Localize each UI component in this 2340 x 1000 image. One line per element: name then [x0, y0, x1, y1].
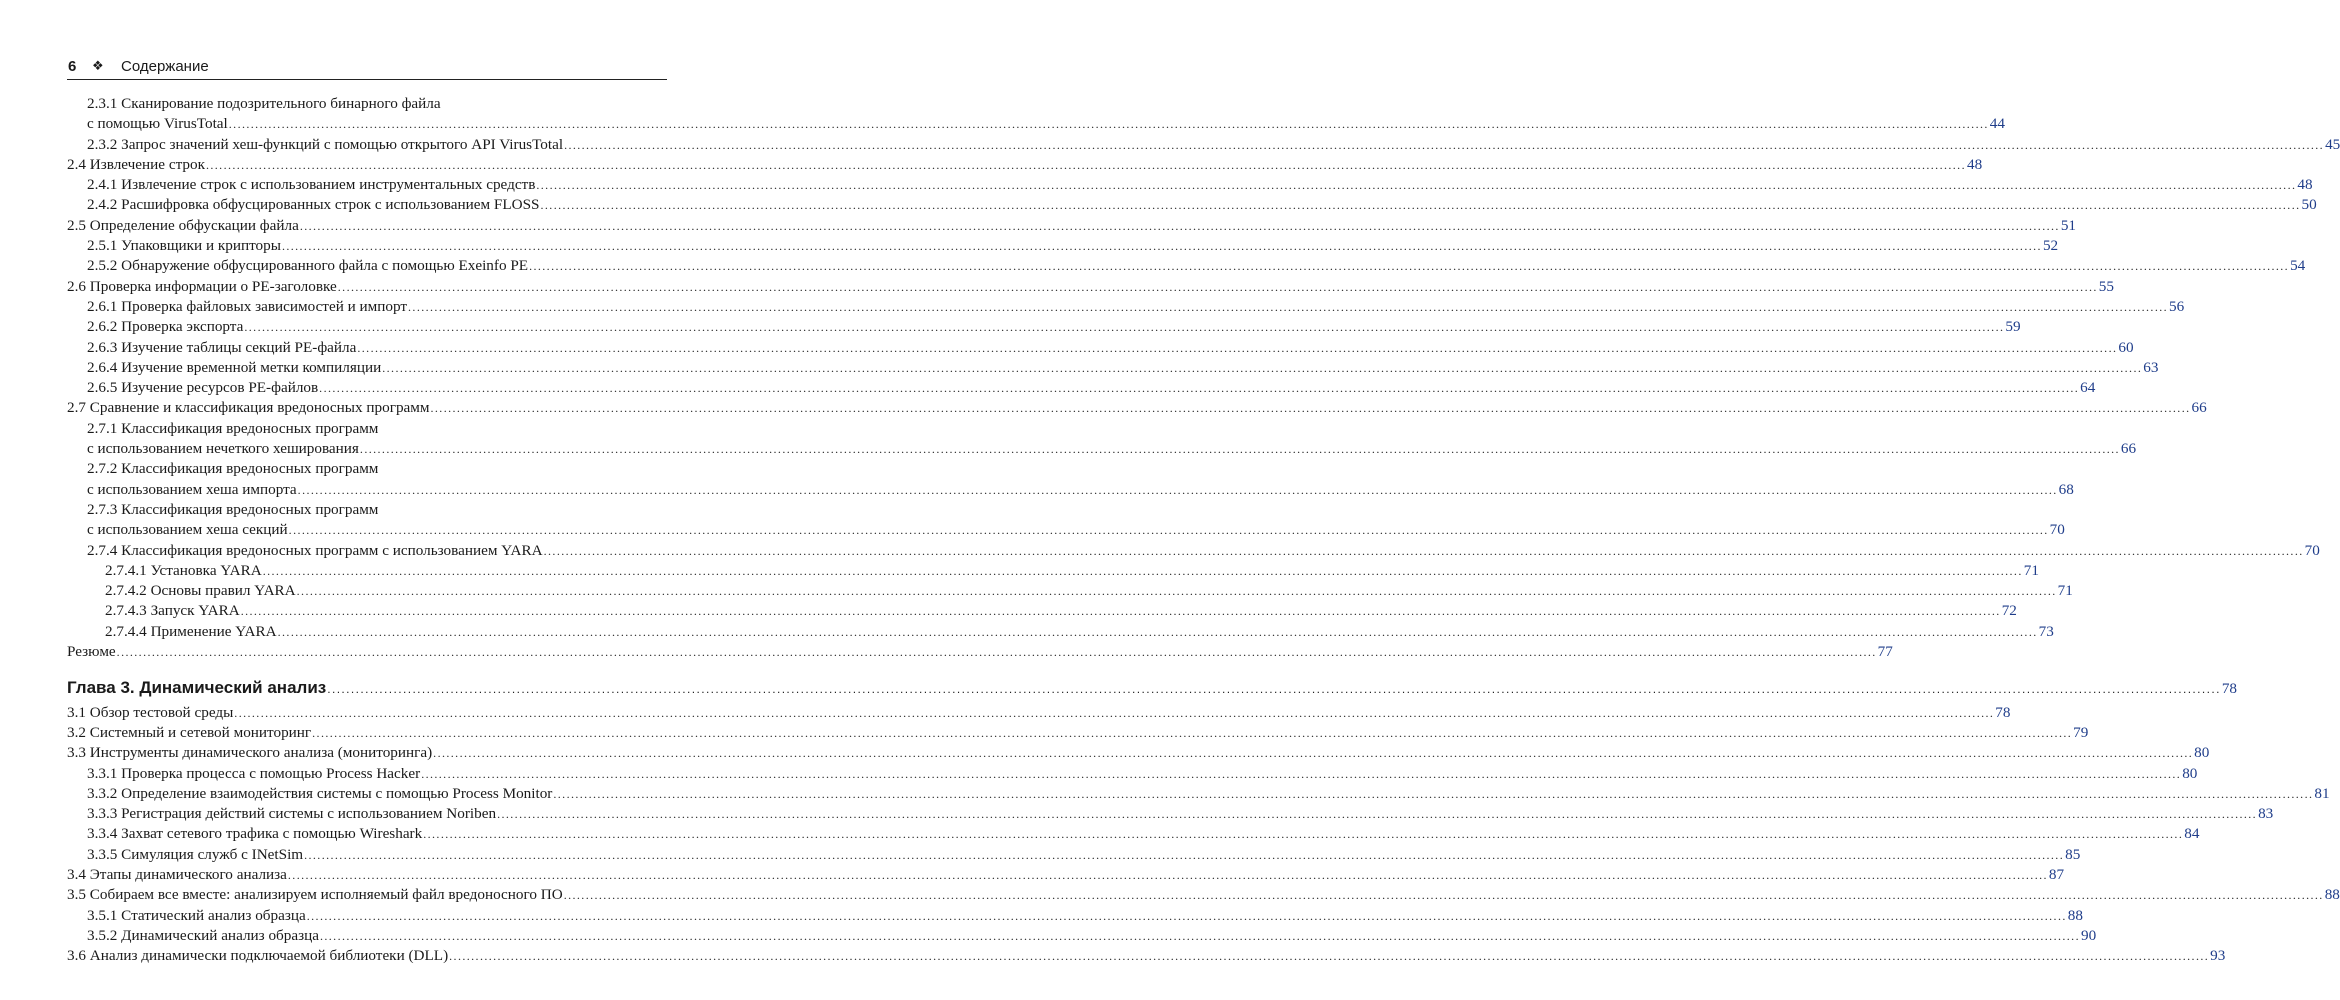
- toc-entry-row: [67, 581, 2073, 601]
- leader-dots: ................................................................................................................................................................................................................................................................................................................................................................................................................: [281, 239, 2042, 254]
- toc-entry[interactable]: [67, 804, 2274, 824]
- toc-page-number[interactable]: 70: [2049, 521, 2065, 539]
- leader-dots: ................................................................................................................................................................................................................................................................................................................................................................................................................: [497, 807, 2258, 822]
- toc-entry-title: 3.1 Обзор тестовой среды: [67, 703, 234, 721]
- toc-entry[interactable]: [67, 195, 2317, 215]
- toc-entry-title: 3.3.2 Определение взаимодействия системы с помощью Process Monitor: [87, 784, 553, 802]
- leader-dots: ................................................................................................................................................................................................................................................................................................................................................................................................................: [205, 157, 1966, 172]
- chapter-page[interactable]: 78: [2221, 680, 2238, 698]
- leader-dots: ................................................................................................................................................................................................................................................................................................................................................................................................................: [540, 198, 2301, 213]
- toc-page-number[interactable]: 48: [1966, 155, 1983, 173]
- leader-dots: ................................................................................................................................................................................................................................................................................................................................................................................................................: [423, 827, 2184, 842]
- toc-entry-title: Резюме: [67, 643, 116, 661]
- leader-dots: ................................................................................................................................................................................................................................................................................................................................................................................................................: [553, 786, 2314, 801]
- toc-page-number[interactable]: 73: [2038, 622, 2054, 640]
- toc-entry-title-line: 2.7.3 Классификация вредоносных программ: [87, 500, 379, 518]
- toc-entry-row: [67, 541, 2320, 561]
- toc-entry-row: [67, 865, 2065, 885]
- toc-page-number[interactable]: 51: [2060, 216, 2076, 234]
- toc-page-number[interactable]: 56: [2169, 297, 2185, 315]
- toc-entry[interactable]: [67, 764, 2198, 784]
- toc-entry-row: [67, 195, 2317, 215]
- toc-entry[interactable]: [67, 236, 2059, 256]
- toc-entry-row: [67, 135, 2340, 155]
- table-of-contents: [67, 94, 2340, 966]
- leader-dots: ................................................................................................................................................................................................................................................................................................................................................................................................................: [536, 178, 2297, 193]
- toc-entry-title: с использованием хеша секций: [87, 521, 288, 539]
- toc-page-number[interactable]: 79: [2073, 723, 2089, 741]
- toc-page-number[interactable]: 72: [2001, 602, 2017, 620]
- leader-dots: ................................................................................................................................................................................................................................................................................................................................................................................................................: [319, 381, 2080, 396]
- toc-entry-title: 2.6.5 Изучение ресурсов PE-файлов: [87, 379, 319, 397]
- toc-page-number[interactable]: 90: [2080, 926, 2097, 944]
- toc-entry-row: [67, 297, 2185, 317]
- toc-entry-title: 3.5 Собираем все вместе: анализируем исполняемый файл вредоносного ПО: [67, 886, 563, 904]
- toc-page-number[interactable]: 77: [1877, 643, 1893, 661]
- toc-entry-title: 3.3 Инструменты динамического анализа (мониторинга): [67, 744, 433, 762]
- toc-entry[interactable]: [67, 135, 2340, 155]
- toc-entry-title: 2.6.4 Изучение временной метки компиляции: [87, 358, 382, 376]
- toc-entry-title-line: 2.7.1 Классификация вредоносных программ: [87, 419, 379, 437]
- leader-dots: ................................................................................................................................................................................................................................................................................................................................................................................................................: [319, 928, 2080, 943]
- toc-page-number[interactable]: 85: [2065, 845, 2081, 863]
- toc-entry[interactable]: [67, 358, 2159, 378]
- toc-entry[interactable]: [67, 906, 2083, 926]
- toc-entry-row: [67, 155, 1983, 175]
- toc-entry-title: 3.2 Системный и сетевой мониторинг: [67, 723, 312, 741]
- toc-entry-row: [67, 743, 2210, 763]
- leader-dots: ................................................................................................................................................................................................................................................................................................................................................................................................................: [382, 360, 2143, 375]
- toc-entry-title: 2.7.4.3 Запуск YARA: [105, 602, 240, 620]
- toc-entry-row: [67, 378, 2096, 398]
- toc-entry[interactable]: [67, 256, 2306, 276]
- leader-dots: ................................................................................................................................................................................................................................................................................................................................................................................................................: [357, 340, 2118, 355]
- toc-entry-row: [67, 906, 2083, 926]
- toc-entry-row: [67, 358, 2159, 378]
- toc-page-number[interactable]: 66: [2191, 399, 2207, 417]
- toc-page-number[interactable]: 93: [2210, 947, 2226, 965]
- toc-entry-title: 2.6.3 Изучение таблицы секций PE-файла: [87, 338, 357, 356]
- leader-dots: ................................................................................................................................................................................................................................................................................................................................................................................................................: [430, 401, 2191, 416]
- toc-entry-row: [67, 845, 2081, 865]
- toc-entry-title: 2.5.1 Упаковщики и крипторы: [87, 237, 281, 255]
- toc-entry[interactable]: [67, 926, 2097, 946]
- toc-entry-title: 2.4.2 Расшифровка обфусцированных строк с использованием FLOSS: [87, 196, 540, 214]
- leader-dots: ................................................................................................................................................................................................................................................................................................................................................................................................................: [297, 482, 2058, 497]
- toc-entry-row: [67, 317, 2021, 337]
- leader-dots: ................................................................................................................................................................................................................................................................................................................................................................................................................: [296, 584, 2057, 599]
- toc-page-number[interactable]: 44: [1989, 115, 2005, 133]
- toc-entry-title: 3.5.2 Динамический анализ образца: [87, 926, 319, 944]
- running-header: [67, 56, 667, 78]
- toc-entry[interactable]: [67, 297, 2185, 317]
- leader-dots: ................................................................................................................................................................................................................................................................................................................................................................................................................: [287, 867, 2048, 882]
- leader-dots: ................................................................................................................................................................................................................................................................................................................................................................................................................: [421, 766, 2182, 781]
- toc-entry-row: [67, 277, 2114, 297]
- toc-entry[interactable]: [67, 419, 2137, 460]
- leader-dots: ................................................................................................................................................................................................................................................................................................................................................................................................................: [116, 645, 1877, 660]
- toc-entry-title: 2.6.2 Проверка экспорта: [87, 318, 244, 336]
- toc-page-number[interactable]: 78: [1995, 703, 2011, 721]
- toc-entry-row: [67, 703, 2011, 723]
- toc-page-number[interactable]: 71: [2023, 561, 2039, 579]
- toc-section-chapter-2: [67, 94, 2340, 662]
- toc-entry-row: [67, 520, 2065, 540]
- toc-entry[interactable]: [67, 622, 2054, 642]
- leader-dots: ................................................................................................................................................................................................................................................................................................................................................................................................................: [408, 299, 2169, 314]
- leader-dots: ................................................................................................................................................................................................................................................................................................................................................................................................................: [244, 320, 2005, 335]
- leader-dots: ................................................................................................................................................................................................................................................................................................................................................................................................................: [543, 543, 2304, 558]
- toc-entry-title: 3.3.5 Симуляция служб с INetSim: [87, 845, 304, 863]
- toc-entry-row: [67, 824, 2200, 844]
- toc-entry-row: [67, 236, 2059, 256]
- leader-dots: ................................................................................................................................................................................................................................................................................................................................................................................................................: [288, 523, 2049, 538]
- toc-entry[interactable]: [67, 601, 2017, 621]
- toc-entry-row: [67, 114, 2005, 134]
- toc-page-number[interactable]: 68: [2058, 480, 2074, 498]
- toc-page-number[interactable]: 45: [2325, 135, 2340, 153]
- chapter-title: Глава 3. Динамический анализ: [67, 678, 327, 698]
- leader-dots: ................................................................................................................................................................................................................................................................................................................................................................................................................: [228, 117, 1989, 132]
- toc-entry[interactable]: [67, 541, 2320, 561]
- toc-entry[interactable]: [67, 155, 1983, 175]
- toc-page-number[interactable]: 60: [2118, 338, 2134, 356]
- toc-entry-title: 2.7.4.2 Основы правил YARA: [105, 582, 296, 600]
- toc-entry-row: [67, 216, 2076, 236]
- toc-entry-title: 3.5.1 Статический анализ образца: [87, 906, 306, 924]
- toc-page-number[interactable]: 88: [2067, 906, 2083, 924]
- leader-dots: ................................................................................................................................................................................................................................................................................................................................................................................................................: [262, 563, 2023, 578]
- toc-entry-title: 2.5 Определение обфускации файла: [67, 216, 299, 234]
- toc-entry[interactable]: [67, 784, 2330, 804]
- toc-entry-title: 2.6 Проверка информации о PE-заголовке: [67, 277, 337, 295]
- toc-entry-row: [67, 804, 2274, 824]
- toc-page-number[interactable]: 63: [2143, 358, 2159, 376]
- toc-entry-title: 2.7.4.1 Установка YARA: [105, 561, 262, 579]
- toc-entry-title: 2.7.4 Классификация вредоносных программ с использованием YARA: [87, 541, 543, 559]
- toc-page-number[interactable]: 88: [2324, 886, 2340, 904]
- toc-entry-row: [67, 480, 2074, 500]
- running-title: Содержание: [121, 58, 209, 75]
- toc-entry-title: с использованием хеша импорта: [87, 480, 297, 498]
- leader-dots: ................................................................................................................................................................................................................................................................................................................................................................................................................: [563, 888, 2324, 903]
- toc-entry[interactable]: [67, 723, 2089, 743]
- toc-entry[interactable]: [67, 561, 2039, 581]
- toc-entry-title: 2.7 Сравнение и классификация вредоносных программ: [67, 399, 430, 417]
- toc-entry-row: [67, 439, 2137, 459]
- toc-page-number[interactable]: 70: [2304, 541, 2320, 559]
- toc-entry[interactable]: [67, 703, 2011, 723]
- toc-entry-title: с использованием нечеткого хеширования: [87, 440, 359, 458]
- leader-dots: ................................................................................................................................................................................................................................................................................................................................................................................................................: [337, 279, 2098, 294]
- header-rule: [67, 79, 667, 80]
- leader-dots: ................................................................................................................................................................................................................................................................................................................................................................................................................: [564, 137, 2325, 152]
- toc-entry[interactable]: [67, 743, 2210, 763]
- toc-entry-title-line: 2.3.1 Сканирование подозрительного бинарного файла: [87, 95, 441, 112]
- toc-entry-row: [67, 642, 1893, 662]
- page-number: 6: [68, 58, 77, 75]
- toc-page-number[interactable]: 55: [2098, 277, 2114, 295]
- toc-entry[interactable]: [67, 459, 2074, 500]
- toc-entry-row: [67, 398, 2207, 418]
- toc-page-number[interactable]: 64: [2080, 379, 2096, 397]
- toc-entry-row: [67, 723, 2089, 743]
- toc-section-chapter-3: [67, 703, 2340, 967]
- toc-entry-row: [67, 946, 2226, 966]
- leader-dots: ................................................................................................................................................................................................................................................................................................................................................................................................................: [312, 725, 2073, 740]
- toc-page-number[interactable]: 54: [2290, 257, 2306, 275]
- toc-entry[interactable]: [67, 94, 2005, 135]
- toc-entry[interactable]: [67, 216, 2076, 236]
- toc-page-number[interactable]: 71: [2057, 582, 2073, 600]
- toc-entry-title: 3.3.4 Захват сетевого трафика с помощью Wireshark: [87, 825, 423, 843]
- toc-page-number[interactable]: 66: [2120, 440, 2137, 458]
- toc-entry[interactable]: [67, 642, 1893, 662]
- toc-entry-title: 2.7.4.4 Применение YARA: [105, 622, 277, 640]
- toc-entry[interactable]: [67, 581, 2073, 601]
- toc-page-number[interactable]: 81: [2314, 784, 2330, 802]
- toc-entry-title: 3.3.3 Регистрация действий системы с использованием Noriben: [87, 805, 497, 823]
- toc-entry[interactable]: [67, 338, 2134, 358]
- leader-dots: ................................................................................................................................................................................................................................................................................................................................................................................................................: [449, 949, 2210, 964]
- toc-page-number[interactable]: 59: [2005, 318, 2021, 336]
- toc-page-number[interactable]: 80: [2182, 764, 2198, 782]
- toc-entry-row: [67, 784, 2330, 804]
- toc-entry[interactable]: [67, 500, 2065, 541]
- leader-dots: ................................................................................................................................................................................................................................................................................................................................................................................................................: [304, 847, 2065, 862]
- leader-dots: ................................................................................................................................................................................................................................................................................................................................................................................................................: [327, 682, 2221, 697]
- toc-page-number[interactable]: 50: [2301, 196, 2317, 214]
- toc-entry[interactable]: [67, 946, 2226, 966]
- toc-entry[interactable]: [67, 175, 2313, 195]
- toc-entry-row: [67, 926, 2097, 946]
- leader-dots: ................................................................................................................................................................................................................................................................................................................................................................................................................: [299, 218, 2060, 233]
- toc-chapter-heading[interactable]: [67, 678, 2238, 698]
- toc-entry-title: с помощью VirusTotal: [87, 115, 228, 133]
- leader-dots: ................................................................................................................................................................................................................................................................................................................................................................................................................: [433, 746, 2194, 761]
- leader-dots: ................................................................................................................................................................................................................................................................................................................................................................................................................: [359, 442, 2120, 457]
- toc-entry[interactable]: [67, 824, 2200, 844]
- toc-entry[interactable]: [67, 317, 2021, 337]
- toc-entry-row: [67, 764, 2198, 784]
- toc-entry-row: [67, 622, 2054, 642]
- toc-page-number[interactable]: 84: [2184, 825, 2200, 843]
- toc-entry-title: 2.3.2 Запрос значений хеш-функций с помощью открытого API VirusTotal: [87, 135, 564, 153]
- leader-dots: ................................................................................................................................................................................................................................................................................................................................................................................................................: [306, 908, 2067, 923]
- ornament-icon: ❖: [92, 58, 104, 73]
- toc-entry-title: 2.4 Извлечение строк: [67, 155, 205, 173]
- toc-entry[interactable]: [67, 378, 2096, 398]
- toc-entry-title: 2.6.1 Проверка файловых зависимостей и импорт: [87, 297, 408, 315]
- toc-entry-title: 2.5.2 Обнаружение обфусцированного файла с помощью Exeinfo PE: [87, 257, 529, 275]
- toc-entry-row: [67, 561, 2039, 581]
- toc-page-number[interactable]: 87: [2048, 865, 2065, 883]
- toc-entry-title: 3.4 Этапы динамического анализа: [67, 865, 287, 883]
- toc-entry-row: [67, 885, 2340, 905]
- toc-entry[interactable]: [67, 845, 2081, 865]
- toc-entry[interactable]: [67, 398, 2207, 418]
- toc-entry[interactable]: [67, 277, 2114, 297]
- toc-page-number[interactable]: 52: [2042, 237, 2059, 255]
- toc-entry[interactable]: [67, 865, 2065, 885]
- leader-dots: ................................................................................................................................................................................................................................................................................................................................................................................................................: [529, 259, 2290, 274]
- toc-page-number[interactable]: 83: [2258, 805, 2274, 823]
- leader-dots: ................................................................................................................................................................................................................................................................................................................................................................................................................: [240, 604, 2001, 619]
- toc-page-number[interactable]: 48: [2297, 176, 2313, 194]
- toc-entry-row: [67, 338, 2134, 358]
- toc-entry-row: [67, 256, 2306, 276]
- toc-entry-title: 2.4.1 Извлечение строк с использованием инструментальных средств: [87, 176, 536, 194]
- toc-entry-row: [67, 601, 2017, 621]
- toc-page-number[interactable]: 80: [2194, 744, 2210, 762]
- toc-entry[interactable]: [67, 885, 2340, 905]
- toc-entry-title: 3.3.1 Проверка процесса с помощью Process Hacker: [87, 764, 421, 782]
- leader-dots: ................................................................................................................................................................................................................................................................................................................................................................................................................: [277, 624, 2038, 639]
- leader-dots: ................................................................................................................................................................................................................................................................................................................................................................................................................: [234, 705, 1995, 720]
- toc-entry-title: 3.6 Анализ динамически подключаемой библиотеки (DLL): [67, 947, 449, 965]
- toc-entry-title-line: 2.7.2 Классификация вредоносных программ: [87, 460, 379, 478]
- toc-entry-row: [67, 175, 2313, 195]
